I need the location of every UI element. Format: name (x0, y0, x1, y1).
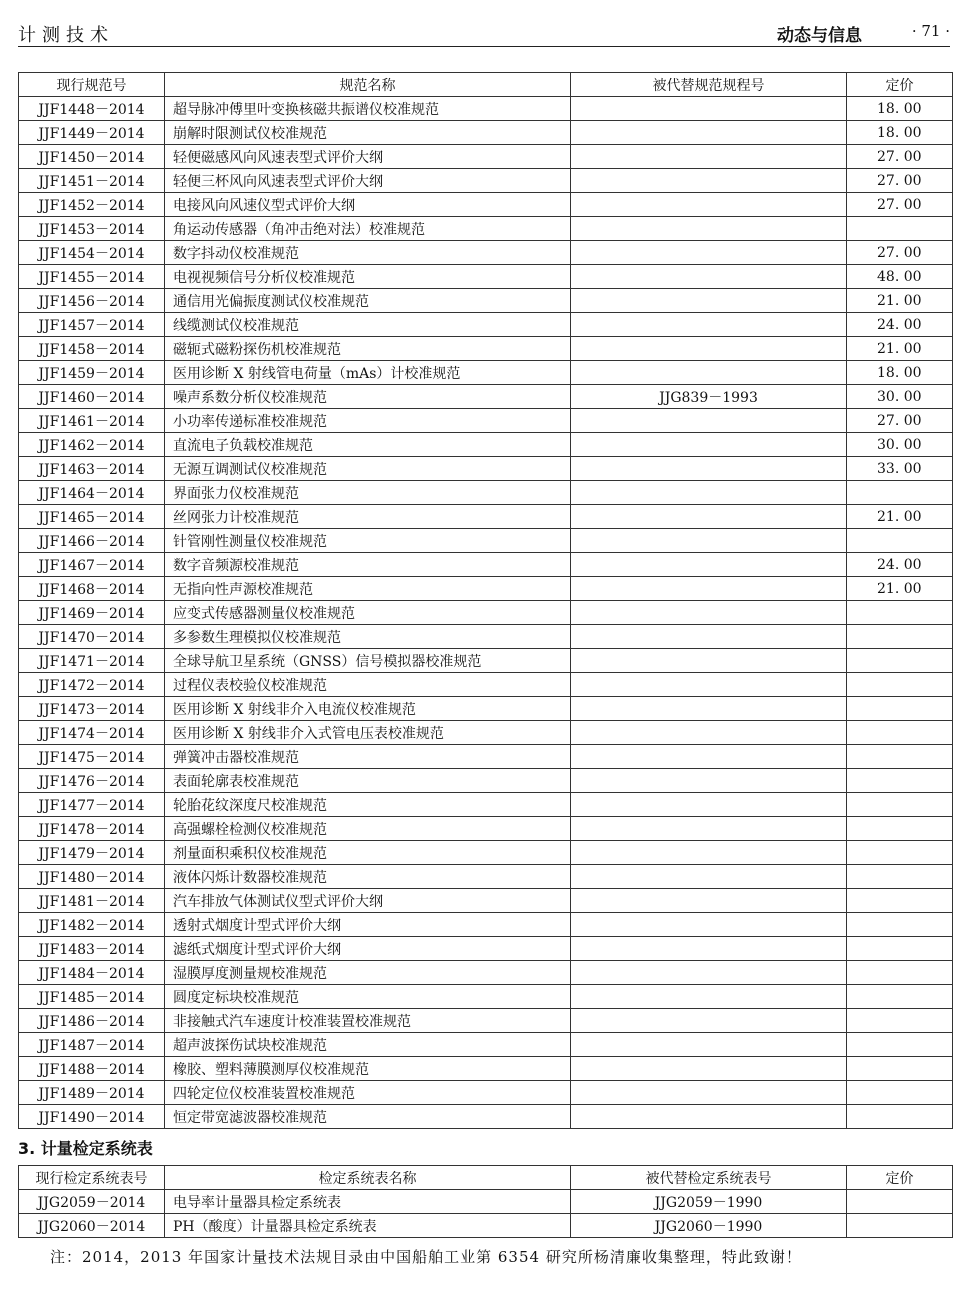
cell-name: 透射式烟度计型式评价大纲 (165, 913, 571, 937)
cell-price: 27. 00 (847, 241, 953, 265)
cell-code: JJF1460－2014 (19, 385, 165, 409)
cell-name: 噪声系数分析仪校准规范 (165, 385, 571, 409)
cell-name: 无指向性声源校准规范 (165, 577, 571, 601)
cell-replaced (571, 265, 847, 289)
cell-price: 30. 00 (847, 385, 953, 409)
cell-price (847, 601, 953, 625)
cell-price: 24. 00 (847, 313, 953, 337)
col-header-code: 现行规范号 (19, 73, 165, 97)
cell-name: 通信用光偏振度测试仪校准规范 (165, 289, 571, 313)
table-header-row (19, 1166, 953, 1190)
cell-price (847, 913, 953, 937)
cell-name: 崩解时限测试仪校准规范 (165, 121, 571, 145)
cell-name: 磁轭式磁粉探伤机校准规范 (165, 337, 571, 361)
cell-price: 18. 00 (847, 361, 953, 385)
table-row (19, 913, 953, 937)
cell-replaced (571, 961, 847, 985)
cell-price (847, 1214, 953, 1238)
col-header-name: 检定系统表名称 (165, 1166, 571, 1190)
table-row (19, 937, 953, 961)
cell-price: 30. 00 (847, 433, 953, 457)
cell-price (847, 625, 953, 649)
cell-replaced (571, 1057, 847, 1081)
cell-replaced (571, 313, 847, 337)
cell-code: JJF1458－2014 (19, 337, 165, 361)
cell-price (847, 769, 953, 793)
cell-replaced (571, 601, 847, 625)
cell-price (847, 1057, 953, 1081)
col-header-replaced: 被代替检定系统表号 (571, 1166, 847, 1190)
cell-code: JJF1478－2014 (19, 817, 165, 841)
cell-name: 轻便三杯风向风速表型式评价大纲 (165, 169, 571, 193)
cell-name: 无源互调测试仪校准规范 (165, 457, 571, 481)
cell-name: 过程仪表校验仪校准规范 (165, 673, 571, 697)
cell-price: 24. 00 (847, 553, 953, 577)
cell-name: 圆度定标块校准规范 (165, 985, 571, 1009)
cell-code: JJF1473－2014 (19, 697, 165, 721)
regulations-table-body (19, 97, 953, 1129)
cell-code: JJF1449－2014 (19, 121, 165, 145)
cell-replaced (571, 649, 847, 673)
cell-code: JJF1459－2014 (19, 361, 165, 385)
table-row (19, 577, 953, 601)
cell-name: 电视视频信号分析仪校准规范 (165, 265, 571, 289)
cell-name: 数字抖动仪校准规范 (165, 241, 571, 265)
cell-replaced (571, 289, 847, 313)
cell-code: JJF1464－2014 (19, 481, 165, 505)
page-number: · 71 · (911, 22, 950, 40)
cell-price (847, 217, 953, 241)
cell-price: 21. 00 (847, 577, 953, 601)
cell-price (847, 793, 953, 817)
cell-code: JJF1451－2014 (19, 169, 165, 193)
cell-price: 18. 00 (847, 97, 953, 121)
cell-code: JJF1472－2014 (19, 673, 165, 697)
cell-replaced (571, 721, 847, 745)
cell-name: 界面张力仪校准规范 (165, 481, 571, 505)
table-row (19, 481, 953, 505)
cell-name: 超导脉冲傅里叶变换核磁共振谱仪校准规范 (165, 97, 571, 121)
table-row (19, 337, 953, 361)
cell-replaced (571, 361, 847, 385)
cell-price (847, 1190, 953, 1214)
cell-replaced (571, 697, 847, 721)
cell-price (847, 961, 953, 985)
cell-price (847, 673, 953, 697)
cell-replaced (571, 937, 847, 961)
cell-replaced (571, 457, 847, 481)
journal-title: 计测技术 (18, 25, 114, 46)
cell-name: 医用诊断 X 射线非介入式管电压表校准规范 (165, 721, 571, 745)
table-row (19, 241, 953, 265)
cell-price (847, 841, 953, 865)
col-header-replaced: 被代替规范规程号 (571, 73, 847, 97)
cell-replaced (571, 121, 847, 145)
cell-price (847, 745, 953, 769)
cell-name: 针管刚性测量仪校准规范 (165, 529, 571, 553)
table-row (19, 313, 953, 337)
table-row (19, 361, 953, 385)
table-row (19, 673, 953, 697)
cell-code: JJG2059－2014 (19, 1190, 165, 1214)
cell-code: JJF1462－2014 (19, 433, 165, 457)
verification-system-table (18, 1165, 953, 1238)
table-row (19, 529, 953, 553)
cell-name: 恒定带宽滤波器校准规范 (165, 1105, 571, 1129)
cell-price (847, 889, 953, 913)
table-header-row (19, 73, 953, 97)
cell-name: 高强螺栓检测仪校准规范 (165, 817, 571, 841)
cell-replaced (571, 577, 847, 601)
cell-price (847, 721, 953, 745)
cell-code: JJF1457－2014 (19, 313, 165, 337)
cell-replaced (571, 985, 847, 1009)
cell-code: JJF1455－2014 (19, 265, 165, 289)
cell-code: JJG2060－2014 (19, 1214, 165, 1238)
cell-code: JJF1467－2014 (19, 553, 165, 577)
cell-replaced (571, 553, 847, 577)
cell-code: JJF1469－2014 (19, 601, 165, 625)
table-row (19, 769, 953, 793)
cell-code: JJF1489－2014 (19, 1081, 165, 1105)
cell-name: 电导率计量器具检定系统表 (165, 1190, 571, 1214)
cell-code: JJF1479－2014 (19, 841, 165, 865)
cell-name: 小功率传递标准校准规范 (165, 409, 571, 433)
table-row (19, 265, 953, 289)
cell-replaced (571, 793, 847, 817)
section-title: 动态与信息 (777, 26, 862, 46)
cell-price: 18. 00 (847, 121, 953, 145)
table-row (19, 145, 953, 169)
table-row (19, 505, 953, 529)
table-row (19, 409, 953, 433)
cell-name: 表面轮廓表校准规范 (165, 769, 571, 793)
footnote: 注：2014，2013 年国家计量技术法规目录由中国船舶工业第 6354 研究所杨清廉收集整理，特此致谢！ (50, 1248, 802, 1266)
table-row (19, 697, 953, 721)
cell-replaced (571, 337, 847, 361)
cell-code: JJF1482－2014 (19, 913, 165, 937)
col-header-price: 定价 (847, 73, 953, 97)
table-row (19, 817, 953, 841)
table-row (19, 385, 953, 409)
table-row (19, 601, 953, 625)
cell-replaced (571, 481, 847, 505)
cell-replaced (571, 433, 847, 457)
table-row (19, 1105, 953, 1129)
cell-replaced: JJG2059－1990 (571, 1190, 847, 1214)
table-row (19, 1033, 953, 1057)
cell-replaced (571, 97, 847, 121)
table-row (19, 961, 953, 985)
cell-price: 21. 00 (847, 337, 953, 361)
cell-price: 48. 00 (847, 265, 953, 289)
table-row (19, 841, 953, 865)
cell-name: 剂量面积乘积仪校准规范 (165, 841, 571, 865)
cell-code: JJF1490－2014 (19, 1105, 165, 1129)
cell-price (847, 529, 953, 553)
cell-code: JJF1465－2014 (19, 505, 165, 529)
cell-code: JJF1468－2014 (19, 577, 165, 601)
cell-code: JJF1480－2014 (19, 865, 165, 889)
cell-replaced (571, 529, 847, 553)
table-row (19, 985, 953, 1009)
cell-name: 轮胎花纹深度尺校准规范 (165, 793, 571, 817)
cell-price (847, 817, 953, 841)
cell-code: JJF1477－2014 (19, 793, 165, 817)
cell-code: JJF1484－2014 (19, 961, 165, 985)
cell-replaced (571, 1081, 847, 1105)
cell-price (847, 1033, 953, 1057)
cell-code: JJF1452－2014 (19, 193, 165, 217)
cell-price (847, 1009, 953, 1033)
table-row (19, 169, 953, 193)
cell-price (847, 1105, 953, 1129)
cell-name: 医用诊断 X 射线管电荷量（mAs）计校准规范 (165, 361, 571, 385)
cell-price (847, 481, 953, 505)
cell-name: 应变式传感器测量仪校准规范 (165, 601, 571, 625)
table-row (19, 97, 953, 121)
table-row (19, 793, 953, 817)
cell-code: JJF1483－2014 (19, 937, 165, 961)
verification-system-table-body (19, 1190, 953, 1238)
cell-replaced (571, 841, 847, 865)
cell-code: JJF1485－2014 (19, 985, 165, 1009)
cell-price (847, 1081, 953, 1105)
cell-replaced: JJG839－1993 (571, 385, 847, 409)
cell-code: JJF1488－2014 (19, 1057, 165, 1081)
table-row (19, 625, 953, 649)
cell-name: 超声波探伤试块校准规范 (165, 1033, 571, 1057)
table-row (19, 1190, 953, 1214)
cell-price: 27. 00 (847, 409, 953, 433)
cell-price: 27. 00 (847, 169, 953, 193)
table-row (19, 721, 953, 745)
regulations-table (18, 72, 953, 1129)
cell-replaced (571, 673, 847, 697)
cell-name: 线缆测试仪校准规范 (165, 313, 571, 337)
cell-replaced (571, 769, 847, 793)
cell-replaced (571, 1105, 847, 1129)
table-row (19, 217, 953, 241)
cell-code: JJF1475－2014 (19, 745, 165, 769)
cell-price: 27. 00 (847, 145, 953, 169)
cell-code: JJF1487－2014 (19, 1033, 165, 1057)
table-row (19, 745, 953, 769)
cell-name: 丝网张力计校准规范 (165, 505, 571, 529)
cell-replaced (571, 1033, 847, 1057)
cell-code: JJF1461－2014 (19, 409, 165, 433)
cell-replaced (571, 817, 847, 841)
cell-name: 直流电子负载校准规范 (165, 433, 571, 457)
cell-name: 多参数生理模拟仪校准规范 (165, 625, 571, 649)
cell-name: 橡胶、塑料薄膜测厚仪校准规范 (165, 1057, 571, 1081)
table-row (19, 457, 953, 481)
cell-name: 滤纸式烟度计型式评价大纲 (165, 937, 571, 961)
cell-code: JJF1456－2014 (19, 289, 165, 313)
cell-name: 数字音频源校准规范 (165, 553, 571, 577)
cell-code: JJF1463－2014 (19, 457, 165, 481)
cell-replaced (571, 145, 847, 169)
cell-name: 弹簧冲击器校准规范 (165, 745, 571, 769)
cell-name: 轻便磁感风向风速表型式评价大纲 (165, 145, 571, 169)
cell-replaced (571, 169, 847, 193)
page-header (18, 18, 950, 47)
cell-price (847, 697, 953, 721)
cell-name: 角运动传感器（角冲击绝对法）校准规范 (165, 217, 571, 241)
cell-price: 21. 00 (847, 505, 953, 529)
cell-price (847, 937, 953, 961)
cell-replaced (571, 241, 847, 265)
cell-name: 全球导航卫星系统（GNSS）信号模拟器校准规范 (165, 649, 571, 673)
col-header-price: 定价 (847, 1166, 953, 1190)
cell-code: JJF1481－2014 (19, 889, 165, 913)
cell-replaced (571, 745, 847, 769)
cell-price (847, 865, 953, 889)
table-row (19, 865, 953, 889)
cell-name: PH（酸度）计量器具检定系统表 (165, 1214, 571, 1238)
cell-replaced: JJG2060－1990 (571, 1214, 847, 1238)
cell-price (847, 649, 953, 673)
cell-code: JJF1486－2014 (19, 1009, 165, 1033)
cell-name: 非接触式汽车速度计校准装置校准规范 (165, 1009, 571, 1033)
table-row (19, 1009, 953, 1033)
table-row (19, 289, 953, 313)
table-row (19, 193, 953, 217)
cell-code: JJF1450－2014 (19, 145, 165, 169)
cell-replaced (571, 865, 847, 889)
table-row (19, 433, 953, 457)
table-row (19, 889, 953, 913)
cell-replaced (571, 217, 847, 241)
table-row (19, 1214, 953, 1238)
table-row (19, 649, 953, 673)
section-3-title: 3. 计量检定系统表 (18, 1139, 153, 1158)
cell-replaced (571, 889, 847, 913)
cell-code: JJF1470－2014 (19, 625, 165, 649)
cell-name: 液体闪烁计数器校准规范 (165, 865, 571, 889)
cell-price: 27. 00 (847, 193, 953, 217)
cell-replaced (571, 1009, 847, 1033)
col-header-name: 规范名称 (165, 73, 571, 97)
cell-price: 33. 00 (847, 457, 953, 481)
cell-replaced (571, 193, 847, 217)
cell-name: 医用诊断 X 射线非介入电流仪校准规范 (165, 697, 571, 721)
cell-code: JJF1474－2014 (19, 721, 165, 745)
cell-price: 21. 00 (847, 289, 953, 313)
table-row (19, 553, 953, 577)
table-row (19, 1081, 953, 1105)
cell-replaced (571, 409, 847, 433)
cell-code: JJF1448－2014 (19, 97, 165, 121)
table-row (19, 1057, 953, 1081)
cell-replaced (571, 625, 847, 649)
table-row (19, 121, 953, 145)
cell-code: JJF1453－2014 (19, 217, 165, 241)
cell-name: 电接风向风速仪型式评价大纲 (165, 193, 571, 217)
cell-name: 四轮定位仪校准装置校准规范 (165, 1081, 571, 1105)
cell-name: 汽车排放气体测试仪型式评价大纲 (165, 889, 571, 913)
cell-replaced (571, 913, 847, 937)
cell-price (847, 985, 953, 1009)
cell-code: JJF1454－2014 (19, 241, 165, 265)
cell-code: JJF1466－2014 (19, 529, 165, 553)
cell-code: JJF1476－2014 (19, 769, 165, 793)
col-header-code: 现行检定系统表号 (19, 1166, 165, 1190)
cell-name: 湿膜厚度测量规校准规范 (165, 961, 571, 985)
cell-code: JJF1471－2014 (19, 649, 165, 673)
cell-replaced (571, 505, 847, 529)
